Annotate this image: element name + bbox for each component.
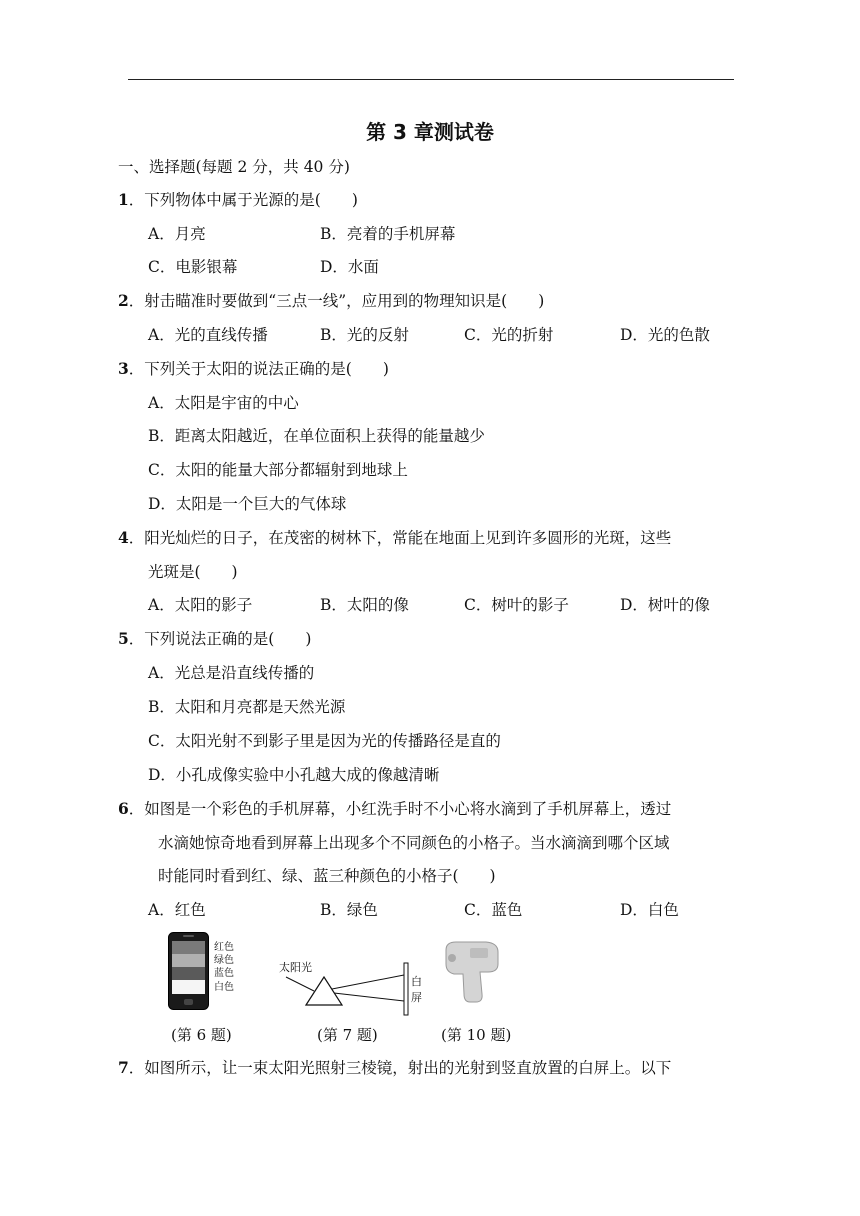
option: A．光的直线传播 (148, 326, 268, 344)
page-title: 第 3 章测试卷 (366, 120, 494, 144)
question-2 (118, 290, 544, 312)
option: A．太阳的影子 (148, 596, 253, 614)
question-4 (118, 527, 671, 549)
question-stem: ．阳光灿烂的日子，在茂密的树林下，常能在地面上见到许多圆形的光斑，这些 (128, 529, 672, 547)
phone-speaker (183, 935, 194, 937)
section-heading: 一、选择题(每题 2 分，共 40 分) (118, 158, 350, 176)
question-number: 7 (118, 1058, 129, 1077)
question-stem-continued: 水滴她惊奇地看到屏幕上出现多个不同颜色的小格子。当水滴滴到哪个区域 (158, 834, 670, 852)
question-5 (118, 628, 311, 650)
phone-label-red: 红色 (214, 942, 234, 953)
question-number: 2 (118, 291, 129, 310)
question-number: 1 (118, 190, 129, 209)
question-6 (118, 798, 671, 820)
option: B．光的反射 (320, 326, 409, 344)
option: D．白色 (620, 901, 679, 919)
question-stem: ．下列说法正确的是( ) (128, 630, 312, 648)
phone-green-band (172, 954, 205, 967)
thermometer-figure (440, 938, 506, 1018)
question-number: 5 (118, 629, 129, 648)
option: A．红色 (148, 901, 206, 919)
option: C．蓝色 (464, 901, 523, 919)
option: B．亮着的手机屏幕 (320, 225, 456, 243)
phone-label-green: 绿色 (214, 955, 234, 966)
question-number: 6 (118, 799, 129, 818)
question-stem-continued: 光斑是( ) (148, 563, 238, 581)
white-screen (404, 963, 408, 1015)
phone-label-white: 白色 (214, 982, 234, 993)
screen-label-1: 白 (411, 975, 422, 988)
figure-caption-10: (第 10 题) (441, 1026, 512, 1044)
figure-caption-7: (第 7 题) (317, 1026, 378, 1044)
thermometer-display (470, 948, 488, 958)
question-number: 4 (118, 528, 129, 547)
question-1 (118, 189, 358, 211)
question-stem: ．下列关于太阳的说法正确的是( ) (128, 360, 389, 378)
option: D．光的色散 (620, 326, 710, 344)
phone-blue-band (172, 967, 205, 980)
prism-figure (278, 955, 428, 1025)
option: D．树叶的像 (620, 596, 710, 614)
thermometer-lens (448, 954, 456, 962)
option: B．太阳的像 (320, 596, 409, 614)
sunlight-label: 太阳光 (279, 961, 312, 974)
incident-ray (286, 977, 314, 991)
question-number: 3 (118, 359, 129, 378)
dispersed-ray-bottom (334, 993, 404, 1001)
figure-caption-6: (第 6 题) (171, 1026, 232, 1044)
option: A．光总是沿直线传播的 (148, 664, 315, 682)
phone-red-band (172, 941, 205, 954)
option: A．月亮 (148, 225, 206, 243)
question-stem-continued: 时能同时看到红、绿、蓝三种颜色的小格子( ) (158, 867, 496, 885)
question-stem: ．如图是一个彩色的手机屏幕，小红洗手时不小心将水滴到了手机屏幕上，透过 (128, 800, 672, 818)
option: C．太阳光射不到影子里是因为光的传播路径是直的 (148, 732, 501, 750)
question-stem: ．下列物体中属于光源的是( ) (128, 191, 358, 209)
phone-home-button (184, 999, 193, 1005)
option: C．光的折射 (464, 326, 554, 344)
header-rule (128, 79, 734, 80)
phone-white-band (172, 980, 205, 994)
option: B．太阳和月亮都是天然光源 (148, 698, 346, 716)
option: C．太阳的能量大部分都辐射到地球上 (148, 461, 408, 479)
prism-icon (306, 977, 342, 1005)
option: B．绿色 (320, 901, 378, 919)
phone-label-blue: 蓝色 (214, 968, 234, 979)
question-3 (118, 358, 389, 380)
dispersed-ray-top (332, 975, 404, 989)
question-stem: ．射击瞄准时要做到“三点一线”，应用到的物理知识是( ) (128, 292, 545, 310)
option: C．树叶的影子 (464, 596, 569, 614)
phone-figure (168, 932, 244, 1012)
question-stem: ．如图所示，让一束太阳光照射三棱镜，射出的光射到竖直放置的白屏上。以下 (128, 1059, 672, 1077)
question-7 (118, 1057, 671, 1079)
option: D．水面 (320, 258, 379, 276)
screen-label-2: 屏 (411, 991, 422, 1004)
option: D．太阳是一个巨大的气体球 (148, 495, 347, 513)
option: C．电影银幕 (148, 258, 238, 276)
option: D．小孔成像实验中小孔越大成的像越清晰 (148, 766, 440, 784)
option: A．太阳是宇宙的中心 (148, 394, 299, 412)
option: B．距离太阳越近，在单位面积上获得的能量越少 (148, 427, 485, 445)
